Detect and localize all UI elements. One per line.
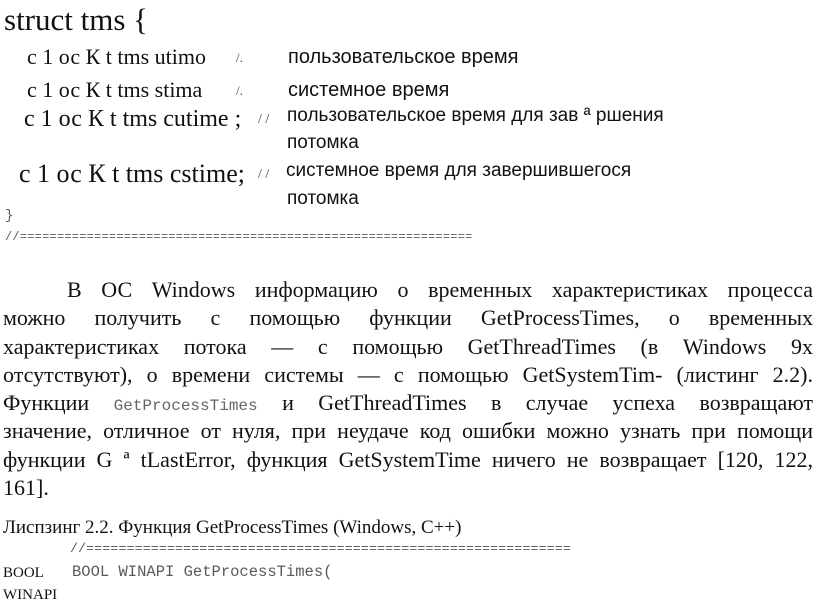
- struct-header: struct tms {: [4, 2, 149, 37]
- side-label-winapi: WINAPI: [3, 587, 58, 603]
- struct-closing-brace: }: [5, 208, 14, 224]
- field-comment-utime: пользовательское время: [288, 46, 519, 68]
- listing-caption: Лиспзинг 2.2. Функция GetProcessTimes (Windows, C++): [3, 517, 462, 538]
- paragraph-line: В ОС Windows информацию о временных характеристиках процесса: [67, 277, 813, 302]
- side-label-bool: BOOL: [3, 565, 44, 581]
- body-paragraph: [3, 276, 813, 502]
- field-comment-cutime-cont: потомка: [287, 132, 359, 153]
- paragraph-word: Функции: [3, 390, 90, 416]
- comment-mark-utime: /.: [236, 50, 243, 65]
- field-comment-stime: системное время: [288, 79, 450, 101]
- paragraph-line: можно получить с помощью функции GetProcessTimes, о временных: [3, 305, 813, 331]
- paragraph-line: отсутствуют), о времени системы — с помощью GetSystemTim- (листинг 2.2).: [3, 361, 813, 387]
- paragraph-line: значение, отличное от нуля, при неудаче код ошибки можно узнать при помощи: [3, 418, 813, 444]
- paragraph-line: функции G ª tLastError, функция GetSystemTime ничего не возвращает [120, 122,: [3, 446, 813, 472]
- field-code-cutime: с 1 ос К t tms cutime ;: [24, 106, 242, 132]
- paragraph-line: характеристиках потока — с помощью GetThreadTimes (в Windows 9x: [3, 333, 813, 359]
- code-separator: //=============================================================: [5, 230, 473, 244]
- field-comment-cutime: пользовательское время для зав ª ршения: [287, 105, 664, 126]
- field-comment-cstime: системное время для завершившегося: [286, 160, 632, 181]
- field-code-cstime: с 1 ос К t tms cstime;: [19, 159, 245, 188]
- listing-separator: //============================================================: [70, 541, 571, 556]
- field-code-stime: с 1 ос К t tms stima: [27, 77, 203, 102]
- paragraph-line-mixed: [3, 389, 813, 417]
- inline-code-getprocesstimes: GetProcessTimes: [113, 397, 258, 416]
- comment-mark-cstime: / /: [258, 167, 270, 182]
- comment-mark-stime: /.: [236, 83, 243, 98]
- paragraph-line: 161].: [3, 475, 49, 501]
- comment-mark-cutime: / /: [258, 112, 270, 127]
- field-code-utime: с 1 ос К t tms utimo: [27, 44, 206, 69]
- field-comment-cstime-cont: потомка: [287, 188, 359, 209]
- paragraph-text: и GetThreadTimes в случае успеха возвращают: [282, 390, 814, 416]
- listing-code-line: BOOL WINAPI GetProcessTimes(: [72, 563, 333, 581]
